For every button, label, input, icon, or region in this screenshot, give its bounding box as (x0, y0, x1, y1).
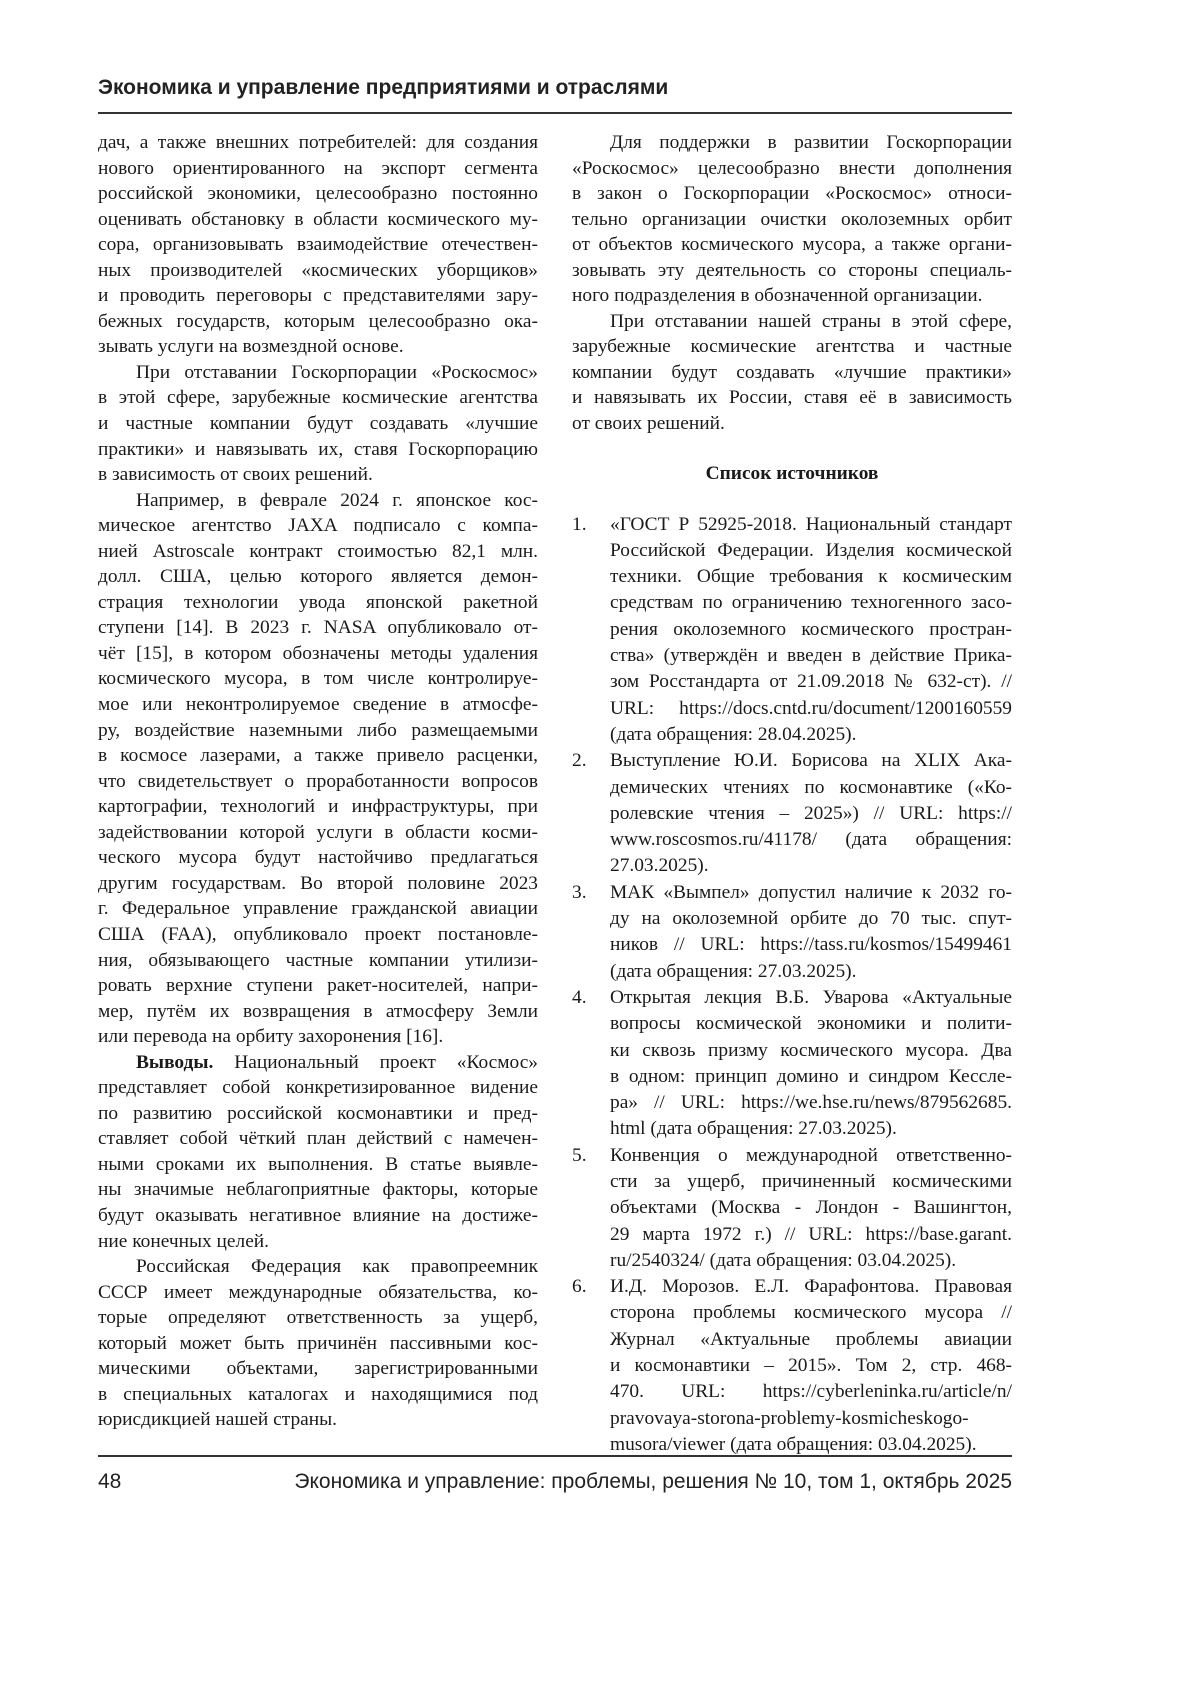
reference-item (572, 1143, 1012, 1274)
text-line: сти за ущерб, причиненный космическими (610, 1169, 1012, 1195)
reference-number: 1. (572, 512, 610, 538)
text-line: Например, в феврале 2024 г. японское кос- (98, 488, 538, 514)
text-line: Российская Федерация как правопреемник (98, 1254, 538, 1280)
text-line: pravovaya-storona-problemy-kosmicheskogo- (610, 1406, 1012, 1432)
text-line: и проводить переговоры с представителями зару- (98, 283, 538, 309)
reference-number: 3. (572, 880, 610, 906)
text-line: СССР имеет международные обязательства, ко- (98, 1280, 538, 1306)
reference-item (572, 985, 1012, 1143)
text-line: Российской Федерации. Изделия космической (610, 538, 1012, 564)
text-line: бежных государств, которым целесообразно ока- (98, 309, 538, 335)
text-line: Конвенция о международной ответственно- (610, 1143, 1012, 1169)
text-line: html (дата обращения: 27.03.2025). (610, 1116, 1012, 1142)
text-line: ставляет собой чёткий план действий с намечен- (98, 1126, 538, 1152)
text-line: мическими объектами, зарегистрированными (98, 1356, 538, 1382)
text-line: страция технологии увода японской ракетной (98, 590, 538, 616)
reference-text (610, 985, 1012, 1143)
text-line: МАК «Вымпел» допустил наличие к 2032 го- (610, 880, 1012, 906)
reference-number: 4. (572, 985, 610, 1011)
text-line: будут оказывать негативное влияние на достиже- (98, 1203, 538, 1229)
text-line: зарубежные космические агентства и частные (572, 334, 1012, 360)
text-line: в закон о Госкорпорации «Роскосмос» относи- (572, 181, 1012, 207)
page-number: 48 (98, 1470, 121, 1494)
text-line: ния, обязывающего частные компании утилизи- (98, 948, 538, 974)
reference-item (572, 1274, 1012, 1458)
text-line: картографии, технологий и инфраструктуры, при (98, 794, 538, 820)
text-line: Для поддержки в развитии Госкорпорации (572, 130, 1012, 156)
text-line: оценивать обстановку в области космического му- (98, 207, 538, 233)
text-line (98, 1050, 538, 1076)
text-line: космического мусора, в том числе контролируе- (98, 666, 538, 692)
text-line: ства» (утверждён и введен в действие Прика- (610, 643, 1012, 669)
text-line: в одном: принцип домино и синдром Кессле- (610, 1064, 1012, 1090)
reference-item (572, 880, 1012, 985)
text-line: 470. URL: https://cyberleninka.ru/article/n/ (610, 1379, 1012, 1405)
paragraph (98, 1050, 538, 1254)
running-header: Экономика и управление предприятиями и отраслями (98, 76, 668, 100)
text-line: тельно организации очистки околоземных орбит (572, 207, 1012, 233)
text-line: средствам по ограничению техногенного засо- (610, 590, 1012, 616)
reference-item (572, 512, 1012, 749)
text-line: юрисдикцией нашей страны. (98, 1407, 538, 1433)
reference-number: 5. (572, 1143, 610, 1169)
text-line: в зависимость от своих решений. (98, 462, 538, 488)
text-line: в космосе лазерами, а также привело расценки, (98, 743, 538, 769)
text-line: ных производителей «космических уборщиков» (98, 258, 538, 284)
text-line: г. Федеральное управление гражданской авиации (98, 896, 538, 922)
text-line: от объектов космического мусора, а также органи- (572, 232, 1012, 258)
text-line: ны значимые неблагоприятные факторы, которые (98, 1177, 538, 1203)
text-line: URL: https://docs.cntd.ru/document/1200160559 (610, 696, 1012, 722)
text-line-content: Национальный проект «Космос» (213, 1052, 538, 1073)
text-line: ными сроками их выполнения. В статье выявле- (98, 1152, 538, 1178)
journal-info: Экономика и управление: проблемы, решения № 10, том 1, октябрь 2025 (294, 1470, 1012, 1494)
header-divider (98, 112, 1012, 114)
text-line: и космонавтики – 2015». Том 2, стр. 468- (610, 1353, 1012, 1379)
text-line: ру, воздействие наземными либо размещаемыми (98, 718, 538, 744)
text-line: И.Д. Морозов. Е.Л. Фарафонтова. Правовая (610, 1274, 1012, 1300)
text-line: ки сквозь призму космического мусора. Два (610, 1038, 1012, 1064)
text-line: (дата обращения: 27.03.2025). (610, 959, 1012, 985)
text-line: ступени [14]. В 2023 г. NASA опубликовало от- (98, 615, 538, 641)
text-line: сторона проблемы космического мусора // (610, 1300, 1012, 1326)
text-line: 29 марта 1972 г.) // URL: https://base.garant. (610, 1222, 1012, 1248)
text-line: от своих решений. (572, 411, 1012, 437)
text-line: «Роскосмос» целесообразно внести дополнения (572, 156, 1012, 182)
text-line: ду на околоземной орбите до 70 тыс. спут- (610, 906, 1012, 932)
text-line: США (FAA), опубликовало проект постановле- (98, 922, 538, 948)
text-line: При отставании нашей страны в этой сфере, (572, 309, 1012, 335)
reference-text (610, 1143, 1012, 1274)
paragraph (98, 130, 538, 360)
text-line: демических чтениях по космонавтике («Ко- (610, 775, 1012, 801)
text-line: рения околоземного космического простран- (610, 617, 1012, 643)
text-line: и частные компании будут создавать «лучшие (98, 411, 538, 437)
text-line: российской экономики, целесообразно постоянно (98, 181, 538, 207)
text-line: (дата обращения: 28.04.2025). (610, 722, 1012, 748)
text-line: чёт [15], в котором обозначены методы удаления (98, 641, 538, 667)
reference-number: 6. (572, 1274, 610, 1300)
text-line: Журнал «Актуальные проблемы авиации (610, 1327, 1012, 1353)
text-line: ра» // URL: https://we.hse.ru/news/879562685. (610, 1090, 1012, 1116)
text-line: и навязывать их России, ставя её в зависимость (572, 385, 1012, 411)
text-line: зывать услуги на возмездной основе. (98, 334, 538, 360)
paragraph (572, 130, 1012, 309)
text-line: объектами (Москва - Лондон - Вашингтон, (610, 1195, 1012, 1221)
text-line: компании будут создавать «лучшие практики» (572, 360, 1012, 386)
paragraph (98, 360, 538, 488)
paragraph (98, 488, 538, 1050)
left-column (98, 130, 538, 1433)
text-line: ровать верхние ступени ракет-носителей, напри- (98, 973, 538, 999)
text-line: www.roscosmos.ru/41178/ (дата обращения: (610, 827, 1012, 853)
text-line: мер, путём их возвращения в атмосферу Земли (98, 999, 538, 1025)
text-line: ческого мусора будут настойчиво предлагаться (98, 845, 538, 871)
text-line: представляет собой конкретизированное видение (98, 1075, 538, 1101)
text-line: что свидетельствует о проработанности вопросов (98, 769, 538, 795)
reference-text (610, 512, 1012, 749)
text-line: техники. Общие требования к космическим (610, 564, 1012, 590)
text-line: ролевские чтения – 2025») // URL: https:// (610, 801, 1012, 827)
text-line: в этой сфере, зарубежные космические агентства (98, 385, 538, 411)
reference-item (572, 748, 1012, 879)
references-list (572, 512, 1012, 1459)
reference-text (610, 1274, 1012, 1458)
reference-text (610, 880, 1012, 985)
references-heading: Список источников (572, 461, 1012, 487)
text-line: дач, а также внешних потребителей: для создания (98, 130, 538, 156)
text-line: ного подразделения в обозначенной организации. (572, 283, 1012, 309)
bold-lead: Выводы. (136, 1052, 213, 1073)
text-line: долл. США, целью которого является демон- (98, 564, 538, 590)
text-line: «ГОСТ Р 52925-2018. Национальный стандарт (610, 512, 1012, 538)
text-line: нией Astroscale контракт стоимостью 82,1 млн. (98, 539, 538, 565)
text-line: задействовании которой услуги в области косми- (98, 820, 538, 846)
paragraph (98, 1254, 538, 1433)
text-line: При отставании Госкорпорации «Роскосмос» (98, 360, 538, 386)
text-line: мое или неконтролируемое сведение в атмосфе- (98, 692, 538, 718)
text-line: в специальных каталогах и находящимися под (98, 1382, 538, 1408)
text-line: который может быть причинён пассивными кос- (98, 1331, 538, 1357)
footer-divider (98, 1455, 1012, 1457)
paragraph (572, 309, 1012, 437)
text-line: Открытая лекция В.Б. Уварова «Актуальные (610, 985, 1012, 1011)
text-line: ru/2540324/ (дата обращения: 03.04.2025). (610, 1248, 1012, 1274)
text-line: по развитию российской космонавтики и пред- (98, 1101, 538, 1127)
text-line: ние конечных целей. (98, 1229, 538, 1255)
text-line: сора, организовывать взаимодействие отечествен- (98, 232, 538, 258)
text-line: мическое агентство JAXA подписало с компа- (98, 513, 538, 539)
text-line: торые определяют ответственность за ущерб, (98, 1305, 538, 1331)
text-line: или перевода на орбиту захоронения [16]. (98, 1024, 538, 1050)
right-column (572, 130, 1012, 1458)
text-line: ников // URL: https://tass.ru/kosmos/15499461 (610, 932, 1012, 958)
text-line: нового ориентированного на экспорт сегмента (98, 156, 538, 182)
text-line: musora/viewer (дата обращения: 03.04.2025). (610, 1432, 1012, 1458)
text-line: Выступление Ю.И. Борисова на XLIX Ака- (610, 748, 1012, 774)
text-line: вопросы космической экономики и полити- (610, 1011, 1012, 1037)
text-line: 27.03.2025). (610, 853, 1012, 879)
text-line: практики» и навязывать их, ставя Госкорпорацию (98, 437, 538, 463)
text-line: другим государствам. Во второй половине 2023 (98, 871, 538, 897)
reference-number: 2. (572, 748, 610, 774)
text-line: зом Росстандарта от 21.09.2018 № 632-ст). // (610, 669, 1012, 695)
text-line: зовывать эту деятельность со стороны специаль- (572, 258, 1012, 284)
reference-text (610, 748, 1012, 879)
